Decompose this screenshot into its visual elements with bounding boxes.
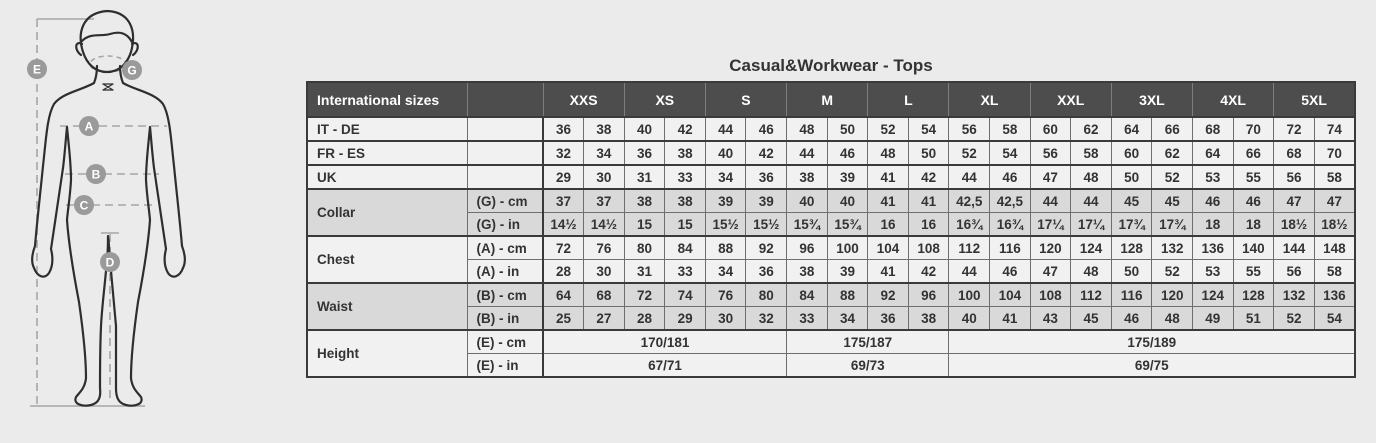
value-cell: 70 [1314,141,1355,165]
value-cell: 34 [584,141,625,165]
point-D [100,252,120,272]
row-unit: (G) - in [467,213,543,237]
value-cell: 42 [746,141,787,165]
value-cell: 48 [1071,165,1112,189]
point-E [27,59,47,79]
point-C [74,195,94,215]
value-cell: 38 [787,260,828,284]
value-cell: 39 [746,189,787,213]
size-column-header: M [787,82,868,117]
value-cell: 38 [787,165,828,189]
table-row [307,283,1355,307]
value-cell: 124 [1193,283,1234,307]
value-cell: 42,5 [990,189,1031,213]
value-cell: 17¾ [1152,213,1193,237]
value-cell: 128 [1233,283,1274,307]
value-cell: 64 [1111,117,1152,141]
torso-limbs-outline [32,63,185,406]
corner-header: International sizes [307,82,467,117]
value-cell: 34 [705,165,746,189]
value-cell: 56 [949,117,990,141]
value-cell: 46 [1193,189,1234,213]
value-cell: 46 [1111,307,1152,331]
value-cell: 175/187 [787,330,949,354]
value-cell: 100 [949,283,990,307]
value-cell: 15¾ [787,213,828,237]
value-cell: 15 [665,213,706,237]
value-cell: 72 [543,236,584,260]
value-cell: 52 [1152,260,1193,284]
value-cell: 64 [543,283,584,307]
value-cell: 41 [908,189,949,213]
value-cell: 42 [665,117,706,141]
row-label: Chest [307,236,467,283]
value-cell: 52 [949,141,990,165]
value-cell: 60 [1111,141,1152,165]
measurement-lines [30,19,167,406]
value-cell: 39 [827,260,868,284]
row-unit: (B) - cm [467,283,543,307]
row-unit: (E) - in [467,354,543,378]
value-cell: 72 [1274,117,1315,141]
table-header-row [307,82,1355,117]
value-cell: 40 [624,117,665,141]
row-unit [467,165,543,189]
value-cell: 14½ [584,213,625,237]
value-cell: 62 [1071,117,1112,141]
table-row [307,330,1355,354]
value-cell: 80 [746,283,787,307]
value-cell: 116 [1111,283,1152,307]
table-row [307,236,1355,260]
value-cell: 42,5 [949,189,990,213]
measurement-points [27,59,142,272]
value-cell: 54 [990,141,1031,165]
value-cell: 55 [1233,165,1274,189]
value-cell: 46 [746,117,787,141]
value-cell: 29 [665,307,706,331]
value-cell: 66 [1152,117,1193,141]
row-label: Waist [307,283,467,330]
value-cell: 50 [1111,260,1152,284]
value-cell: 60 [1030,117,1071,141]
value-cell: 56 [1274,165,1315,189]
value-cell: 46 [827,141,868,165]
value-cell: 46 [990,165,1031,189]
value-cell: 44 [705,117,746,141]
value-cell: 16¾ [949,213,990,237]
size-column-header: S [705,82,786,117]
row-label: IT - DE [307,117,467,141]
value-cell: 88 [705,236,746,260]
value-cell: 16 [908,213,949,237]
body-outline [32,11,185,406]
value-cell: 44 [1030,189,1071,213]
value-cell: 69/75 [949,354,1355,378]
value-cell: 46 [1233,189,1274,213]
value-cell: 15 [624,213,665,237]
size-column-header: L [868,82,949,117]
value-cell: 36 [543,117,584,141]
value-cell: 112 [949,236,990,260]
row-unit: (A) - cm [467,236,543,260]
row-unit [467,141,543,165]
value-cell: 18 [1233,213,1274,237]
value-cell: 36 [746,260,787,284]
size-column-header: 3XL [1111,82,1192,117]
value-cell: 68 [584,283,625,307]
value-cell: 92 [746,236,787,260]
body-measurement-diagram [4,0,214,438]
hair-line [81,33,132,42]
value-cell: 74 [1314,117,1355,141]
value-cell: 96 [787,236,828,260]
value-cell: 18½ [1314,213,1355,237]
value-cell: 40 [787,189,828,213]
value-cell: 120 [1030,236,1071,260]
row-unit: (B) - in [467,307,543,331]
value-cell: 58 [1314,165,1355,189]
point-E-label: E [32,62,42,77]
point-C-label: C [79,198,89,213]
value-cell: 112 [1071,283,1112,307]
value-cell: 18 [1193,213,1234,237]
value-cell: 16¾ [990,213,1031,237]
value-cell: 58 [1071,141,1112,165]
value-cell: 50 [827,117,868,141]
value-cell: 55 [1233,260,1274,284]
value-cell: 16 [868,213,909,237]
value-cell: 38 [584,117,625,141]
value-cell: 53 [1193,260,1234,284]
value-cell: 48 [1152,307,1193,331]
value-cell: 54 [1314,307,1355,331]
value-cell: 27 [584,307,625,331]
value-cell: 92 [868,283,909,307]
row-unit: (G) - cm [467,189,543,213]
point-A [79,116,99,136]
value-cell: 45 [1071,307,1112,331]
value-cell: 140 [1233,236,1274,260]
value-cell: 100 [827,236,868,260]
value-cell: 50 [1111,165,1152,189]
value-cell: 108 [1030,283,1071,307]
value-cell: 48 [787,117,828,141]
value-cell: 54 [908,117,949,141]
value-cell: 41 [868,165,909,189]
value-cell: 76 [705,283,746,307]
value-cell: 39 [705,189,746,213]
value-cell: 84 [665,236,706,260]
value-cell: 136 [1314,283,1355,307]
value-cell: 32 [746,307,787,331]
row-label: Collar [307,189,467,236]
value-cell: 44 [949,165,990,189]
value-cell: 84 [787,283,828,307]
value-cell: 72 [624,283,665,307]
value-cell: 53 [1193,165,1234,189]
row-label: UK [307,165,467,189]
value-cell: 15¾ [827,213,868,237]
size-chart-section [306,56,1356,378]
value-cell: 30 [584,260,625,284]
value-cell: 42 [908,260,949,284]
value-cell: 14½ [543,213,584,237]
point-G-label: G [127,63,137,78]
value-cell: 58 [990,117,1031,141]
size-column-header: XXL [1030,82,1111,117]
value-cell: 38 [665,141,706,165]
value-cell: 132 [1274,283,1315,307]
value-cell: 116 [990,236,1031,260]
value-cell: 52 [1274,307,1315,331]
size-column-header: XL [949,82,1030,117]
row-unit: (A) - in [467,260,543,284]
value-cell: 67/71 [543,354,787,378]
body-figure-svg [4,0,214,438]
value-cell: 48 [868,141,909,165]
value-cell: 33 [665,260,706,284]
value-cell: 34 [705,260,746,284]
value-cell: 34 [827,307,868,331]
row-unit: (E) - cm [467,330,543,354]
value-cell: 76 [584,236,625,260]
value-cell: 40 [827,189,868,213]
size-column-header: XS [624,82,705,117]
value-cell: 68 [1193,117,1234,141]
value-cell: 44 [1071,189,1112,213]
value-cell: 32 [543,141,584,165]
value-cell: 17¼ [1030,213,1071,237]
value-cell: 45 [1152,189,1193,213]
size-column-header: XXS [543,82,624,117]
value-cell: 38 [665,189,706,213]
unit-column-header [467,82,543,117]
value-cell: 128 [1111,236,1152,260]
value-cell: 41 [990,307,1031,331]
value-cell: 36 [624,141,665,165]
table-row [307,141,1355,165]
value-cell: 144 [1274,236,1315,260]
value-cell: 148 [1314,236,1355,260]
value-cell: 37 [584,189,625,213]
value-cell: 44 [787,141,828,165]
point-B [86,164,106,184]
value-cell: 120 [1152,283,1193,307]
value-cell: 62 [1152,141,1193,165]
value-cell: 47 [1274,189,1315,213]
value-cell: 74 [665,283,706,307]
value-cell: 104 [868,236,909,260]
value-cell: 36 [746,165,787,189]
value-cell: 29 [543,165,584,189]
value-cell: 31 [624,260,665,284]
value-cell: 170/181 [543,330,787,354]
value-cell: 17¼ [1071,213,1112,237]
value-cell: 52 [868,117,909,141]
value-cell: 56 [1274,260,1315,284]
value-cell: 38 [624,189,665,213]
value-cell: 80 [624,236,665,260]
value-cell: 30 [705,307,746,331]
value-cell: 52 [1152,165,1193,189]
table-row [307,117,1355,141]
value-cell: 124 [1071,236,1112,260]
size-column-header: 5XL [1274,82,1355,117]
row-label: Height [307,330,467,377]
value-cell: 37 [543,189,584,213]
value-cell: 108 [908,236,949,260]
value-cell: 15½ [746,213,787,237]
value-cell: 41 [868,189,909,213]
value-cell: 47 [1030,260,1071,284]
value-cell: 28 [624,307,665,331]
value-cell: 47 [1030,165,1071,189]
value-cell: 43 [1030,307,1071,331]
value-cell: 132 [1152,236,1193,260]
collar-bow-mark [103,84,113,90]
value-cell: 42 [908,165,949,189]
size-table [306,81,1356,378]
point-A-label: A [84,119,94,134]
value-cell: 31 [624,165,665,189]
value-cell: 175/189 [949,330,1355,354]
value-cell: 88 [827,283,868,307]
table-title: Casual&Workwear - Tops [729,56,933,75]
value-cell: 18½ [1274,213,1315,237]
size-column-header: 4XL [1193,82,1274,117]
point-B-label: B [91,167,101,182]
value-cell: 68 [1274,141,1315,165]
value-cell: 49 [1193,307,1234,331]
value-cell: 69/73 [787,354,949,378]
value-cell: 41 [868,260,909,284]
value-cell: 96 [908,283,949,307]
value-cell: 50 [908,141,949,165]
point-D-label: D [105,255,115,270]
value-cell: 33 [665,165,706,189]
value-cell: 28 [543,260,584,284]
value-cell: 47 [1314,189,1355,213]
value-cell: 70 [1233,117,1274,141]
value-cell: 136 [1193,236,1234,260]
table-row [307,165,1355,189]
value-cell: 15½ [705,213,746,237]
value-cell: 44 [949,260,990,284]
value-cell: 39 [827,165,868,189]
table-row [307,189,1355,213]
value-cell: 25 [543,307,584,331]
row-label: FR - ES [307,141,467,165]
value-cell: 17¾ [1111,213,1152,237]
value-cell: 48 [1071,260,1112,284]
value-cell: 40 [949,307,990,331]
row-unit [467,117,543,141]
value-cell: 66 [1233,141,1274,165]
value-cell: 33 [787,307,828,331]
value-cell: 58 [1314,260,1355,284]
value-cell: 45 [1111,189,1152,213]
point-G [122,60,142,80]
value-cell: 56 [1030,141,1071,165]
value-cell: 30 [584,165,625,189]
value-cell: 38 [908,307,949,331]
value-cell: 46 [990,260,1031,284]
value-cell: 36 [868,307,909,331]
value-cell: 64 [1193,141,1234,165]
value-cell: 40 [705,141,746,165]
value-cell: 51 [1233,307,1274,331]
value-cell: 104 [990,283,1031,307]
